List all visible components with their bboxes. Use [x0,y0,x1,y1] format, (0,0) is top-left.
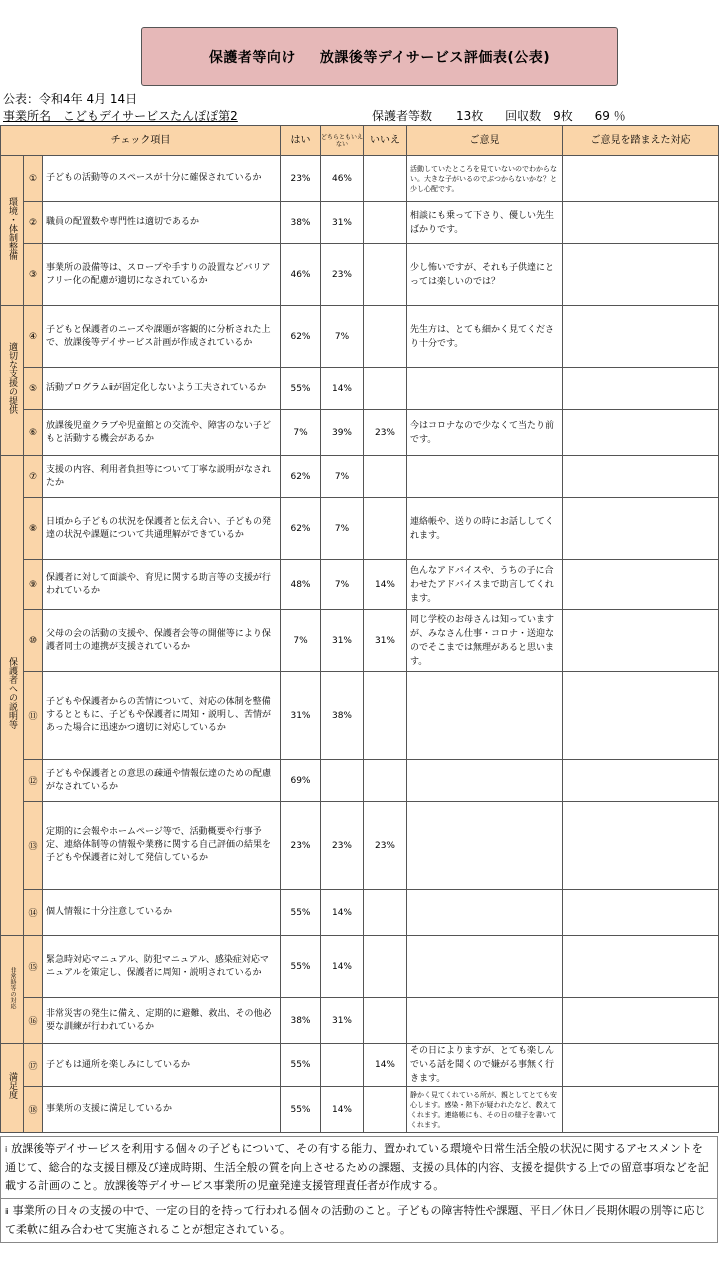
response [563,936,719,998]
no-percent [364,244,407,306]
opinion: 少し怖いですが、それも子供達にとっては楽しいのでは？ [407,244,563,306]
unsure-percent: 14% [321,368,364,410]
response [563,156,719,202]
unsure-percent: 7% [321,498,364,560]
check-item: 子どもは通所を楽しみにしているか [43,1044,281,1087]
unsure-percent: 7% [321,456,364,498]
response [563,1087,719,1133]
unsure-percent: 31% [321,610,364,672]
response [563,998,719,1044]
footnote [0,1199,718,1243]
title-main: 放課後等デイサービス評価表(公表) [319,49,551,66]
table-row [1,368,719,410]
check-item: 職員の配置数や専門性は適切であるか [43,202,281,244]
response [563,410,719,456]
response [563,244,719,306]
unsure-percent: 38% [321,672,364,760]
table-row [1,456,719,498]
no-percent [364,1087,407,1133]
col-check-item: チェック項目 [1,126,281,156]
category-text: 環境・体制整備 [7,196,17,260]
table-row [1,1087,719,1133]
col-no: いいえ [364,126,407,156]
category-label [1,1044,24,1133]
yes-percent: 55% [281,368,321,410]
footnote-mark: ⅰ [5,1145,8,1154]
no-percent: 14% [364,560,407,610]
evaluation-table [0,125,719,1133]
opinion: 今はコロナなので少なくて当たり前です。 [407,410,563,456]
check-item: 子どもの活動等のスペースが十分に確保されているか [43,156,281,202]
row-number: ⑭ [24,890,43,936]
table-row [1,998,719,1044]
unsure-percent: 14% [321,936,364,998]
table-row [1,760,719,802]
check-item: 父母の会の活動の支援や、保護者会等の開催等により保護者同士の連携が支援されているか [43,610,281,672]
no-percent [364,998,407,1044]
check-item: 緊急時対応マニュアル、防犯マニュアル、感染症対応マニュアルを策定し、保護者に周知・説明されているか [43,936,281,998]
opinion: 活動していたところを見ていないのでわからない。大きな子がいるのでぶつからないかな？と少し心配です。 [407,156,563,202]
unsure-percent: 46% [321,156,364,202]
opinion: 先生方は、とても細かく見てくださり十分です。 [407,306,563,368]
page-title [141,27,618,86]
check-item: 子どもと保護者のニーズや課題が客観的に分析された上で、放課後等デイサービス計画が作成されているか [43,306,281,368]
office-name: 事業所名 こどもデイサービスたんぽぽ第2 [3,109,238,123]
table-row [1,890,719,936]
unsure-percent: 39% [321,410,364,456]
table-row [1,244,719,306]
check-item: 個人情報に十分注意しているか [43,890,281,936]
opinion: 相談にも乗って下さり、優しい先生ばかりです。 [407,202,563,244]
table-row [1,410,719,456]
check-item: 保護者に対して面談や、育児に関する助言等の支援が行われているか [43,560,281,610]
response [563,306,719,368]
table-row [1,1044,719,1087]
no-percent: 23% [364,802,407,890]
row-number: ⑰ [24,1044,43,1087]
yes-percent: 62% [281,456,321,498]
response [563,560,719,610]
row-number: ③ [24,244,43,306]
unsure-percent: 23% [321,802,364,890]
yes-percent: 7% [281,610,321,672]
table-row [1,560,719,610]
row-number: ⑯ [24,998,43,1044]
row-number: ⑪ [24,672,43,760]
response-count: 回収数 9枚 [505,109,573,123]
table-row [1,672,719,760]
row-number: ⑥ [24,410,43,456]
footnote-text: 事業所の日々の支援の中で、一定の目的を持って行われる個々の活動のこと。子どもの障害特性や課題、平日／休日／長期休暇の別等に応じて柔軟に組み合わせて実施されることが想定されている。 [5,1204,706,1236]
no-percent: 31% [364,610,407,672]
yes-percent: 38% [281,202,321,244]
unsure-percent: 23% [321,244,364,306]
publish-date: 公表：令和4年 4月 14日 [3,92,138,106]
no-percent [364,368,407,410]
row-number: ⑩ [24,610,43,672]
footnote [0,1136,718,1199]
yes-percent: 55% [281,1087,321,1133]
unsure-percent [321,1044,364,1087]
category-text: 非常時等の対応 [9,967,16,1009]
response-rate: 69 ％ [594,109,626,123]
yes-percent: 55% [281,936,321,998]
no-percent [364,498,407,560]
yes-percent: 48% [281,560,321,610]
opinion [407,998,563,1044]
row-number: ⑱ [24,1087,43,1133]
opinion: 静かく見てくれている所が、親としてとても安心します。感染・熱下が疑われたなど、教えてくれます。連絡帳にも、その日の様子を書いてくれます。 [407,1087,563,1133]
footnote-mark: ⅱ [5,1207,9,1216]
check-item: 支援の内容、利用者負担等について丁寧な説明がなされたか [43,456,281,498]
yes-percent: 55% [281,890,321,936]
yes-percent: 62% [281,306,321,368]
response [563,456,719,498]
check-item: 定期的に会報やホームページ等で、活動概要や行事予定、連絡体制等の情報や業務に関する自己評価の結果を子どもや保護者に対して発信しているか [43,802,281,890]
response [563,1044,719,1087]
no-percent: 14% [364,1044,407,1087]
table-row [1,156,719,202]
row-number: ⑨ [24,560,43,610]
category-label [1,936,24,1044]
no-percent: 23% [364,410,407,456]
response [563,368,719,410]
table-row [1,202,719,244]
response [563,498,719,560]
unsure-percent: 14% [321,1087,364,1133]
category-text: 保護者への説明等 [7,657,17,729]
row-number: ⑮ [24,936,43,998]
col-unsure: どちらともいえない [321,126,364,156]
yes-percent: 23% [281,802,321,890]
check-item: 事業所の支援に満足しているか [43,1087,281,1133]
unsure-percent: 31% [321,202,364,244]
guardian-count: 保護者等数 13枚 [372,109,484,123]
opinion [407,936,563,998]
no-percent [364,202,407,244]
no-percent [364,306,407,368]
yes-percent: 69% [281,760,321,802]
row-number: ① [24,156,43,202]
response [563,890,719,936]
no-percent [364,760,407,802]
footnote-text: 放課後等デイサービスを利用する個々の子どもについて、その有する能力、置かれている環境や日常生活全般の状況に関するアセスメントを通じて、総合的な支援目標及び達成時期、生活全般の質を向上させるための課題、支援の具体的内容、支援を提供する上での留意事項などを記載する計画のこと。放課後等デイサービス事業所の児童発達支援管理責任者が作成する。 [5,1142,709,1192]
no-percent [364,456,407,498]
row-number: ⑬ [24,802,43,890]
yes-percent: 46% [281,244,321,306]
yes-percent: 23% [281,156,321,202]
row-number: ⑤ [24,368,43,410]
category-text: 適切な支援の提供 [7,342,17,414]
check-item: 子どもや保護者との意思の疎通や情報伝達のための配慮がなされているか [43,760,281,802]
opinion: 同じ学校のお母さんは知っていますが、みなさん仕事・コロナ・送迎なのでそこまでは無理があると思います。 [407,610,563,672]
yes-percent: 31% [281,672,321,760]
category-label [1,456,24,936]
check-item: 日頃から子どもの状況を保護者と伝え合い、子どもの発達の状況や課題について共通理解ができているか [43,498,281,560]
opinion: その日によりますが、とても楽しんでいる話を聞くので嫌がる事無く行きます。 [407,1044,563,1087]
check-item: 非常災害の発生に備え、定期的に避難、救出、その他必要な訓練が行われているか [43,998,281,1044]
row-number: ⑧ [24,498,43,560]
yes-percent: 7% [281,410,321,456]
response [563,760,719,802]
table-row [1,936,719,998]
table-row [1,610,719,672]
no-percent [364,672,407,760]
table-row [1,802,719,890]
response [563,202,719,244]
response [563,610,719,672]
unsure-percent: 14% [321,890,364,936]
yes-percent: 38% [281,998,321,1044]
row-number: ④ [24,306,43,368]
col-opinion: ご意見 [407,126,563,156]
opinion [407,672,563,760]
opinion [407,456,563,498]
check-item: 放課後児童クラブや児童館との交流や、障害のない子どもと活動する機会があるか [43,410,281,456]
category-label [1,306,24,456]
opinion [407,802,563,890]
footnotes [0,1136,718,1243]
opinion: 連絡帳や、送りの時にお話ししてくれます。 [407,498,563,560]
unsure-percent: 31% [321,998,364,1044]
col-response: ご意見を踏まえた対応 [563,126,719,156]
opinion [407,890,563,936]
table-row [1,498,719,560]
category-text: 満足度 [7,1072,17,1099]
response-counts [372,107,644,124]
no-percent [364,156,407,202]
row-number: ⑦ [24,456,43,498]
unsure-percent: 7% [321,560,364,610]
opinion: 色んなアドバイスや、うちの子に合わせたアドバイスまで助言してくれます。 [407,560,563,610]
opinion [407,760,563,802]
unsure-percent: 7% [321,306,364,368]
response [563,802,719,890]
check-item: 事業所の設備等は、スロープや手すりの設置などバリアフリー化の配慮が適切になされているか [43,244,281,306]
row-number: ⑫ [24,760,43,802]
title-audience: 保護者等向け [208,49,296,66]
yes-percent: 62% [281,498,321,560]
check-item: 子どもや保護者からの苦情について、対応の体制を整備するとともに、子どもや保護者に周知・説明し、苦情があった場合に迅速かつ適切に対応しているか [43,672,281,760]
row-number: ② [24,202,43,244]
table-header-row [1,126,719,156]
no-percent [364,936,407,998]
col-yes: はい [281,126,321,156]
unsure-percent [321,760,364,802]
opinion [407,368,563,410]
table-row [1,306,719,368]
category-label [1,156,24,306]
no-percent [364,890,407,936]
yes-percent: 55% [281,1044,321,1087]
response [563,672,719,760]
check-item: 活動プログラムⅱが固定化しないよう工夫されているか [43,368,281,410]
